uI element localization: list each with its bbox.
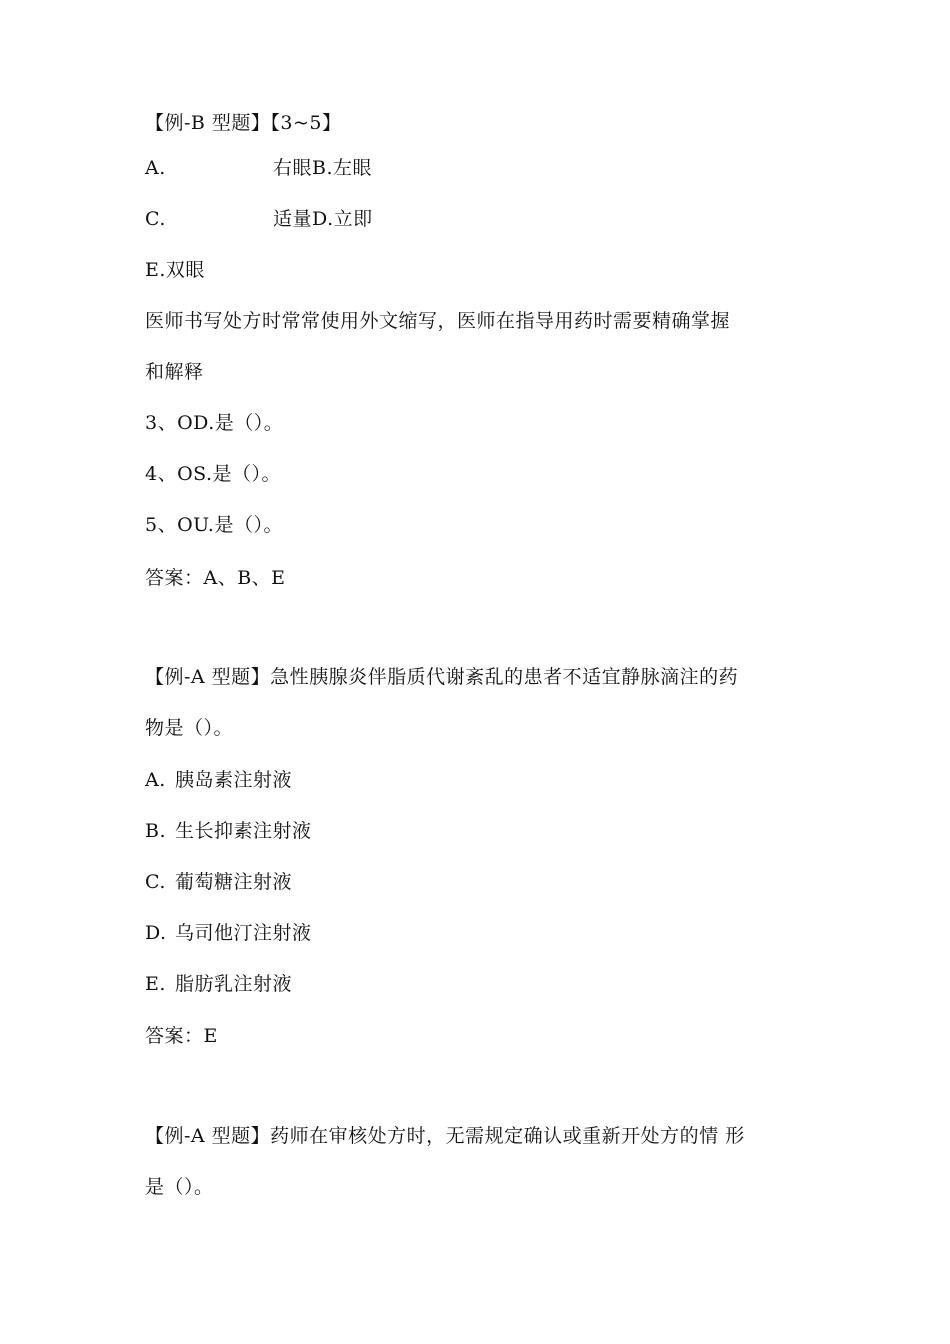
q1-header: 【例-B 型题】【3~5】 xyxy=(145,112,342,134)
q2-option-a-text: 胰岛素注射液 xyxy=(175,769,293,791)
q1-option-a-text: 右眼 xyxy=(273,157,313,179)
q3-header-line1: 【例-A 型题】药师在审核处方时，无需规定确认或重新开处方的情 形 xyxy=(145,1125,745,1147)
q2-answer: 答案：E xyxy=(145,1025,218,1047)
q1-option-b-text: B.左眼 xyxy=(312,157,373,179)
q1-option-c-text: 适量 xyxy=(273,208,313,230)
q1-sub-question-3: 3、OD.是（）。 xyxy=(145,412,284,434)
q2-option-b-text: 生长抑素注射液 xyxy=(175,820,312,842)
q2-option-e xyxy=(145,971,292,997)
q2-option-a-label: A. xyxy=(145,769,166,791)
q3-header-line2: 是（）。 xyxy=(145,1176,214,1198)
q2-option-c-text: 葡萄糖注射液 xyxy=(175,871,293,893)
q1-sub-question-4: 4、OS.是（）。 xyxy=(145,463,282,485)
q2-option-b-label: B. xyxy=(145,820,167,842)
q1-option-d-text: D.立即 xyxy=(312,208,373,230)
q1-option-a-label: A. xyxy=(145,157,166,179)
q2-option-d xyxy=(145,920,312,946)
q1-option-c-label: C. xyxy=(145,208,166,230)
q1-stem-line1: 医师书写处方时常常使用外文缩写，医师在指导用药时需要精确掌握 xyxy=(145,310,731,332)
q2-option-c xyxy=(145,869,292,895)
q2-option-d-text: 乌司他汀注射液 xyxy=(175,922,312,944)
q2-option-c-label: C. xyxy=(145,871,166,893)
q2-option-e-label: E. xyxy=(145,973,166,995)
q1-options-row2 xyxy=(145,206,373,232)
q2-option-b xyxy=(145,818,312,844)
q2-header-line2: 物是（）。 xyxy=(145,717,234,739)
q1-options-row1 xyxy=(145,155,372,181)
q2-option-d-label: D. xyxy=(145,922,167,944)
q1-stem-line2: 和解释 xyxy=(145,361,204,383)
q2-header-line1: 【例-A 型题】急性胰腺炎伴脂质代谢紊乱的患者不适宜静脉滴注的药 xyxy=(145,666,739,688)
q2-option-e-text: 脂肪乳注射液 xyxy=(175,973,293,995)
q1-option-e: E.双眼 xyxy=(145,259,205,281)
q1-answer: 答案：A、B、E xyxy=(145,567,286,589)
q1-sub-question-5: 5、OU.是（）。 xyxy=(145,514,283,536)
q2-option-a xyxy=(145,767,292,793)
